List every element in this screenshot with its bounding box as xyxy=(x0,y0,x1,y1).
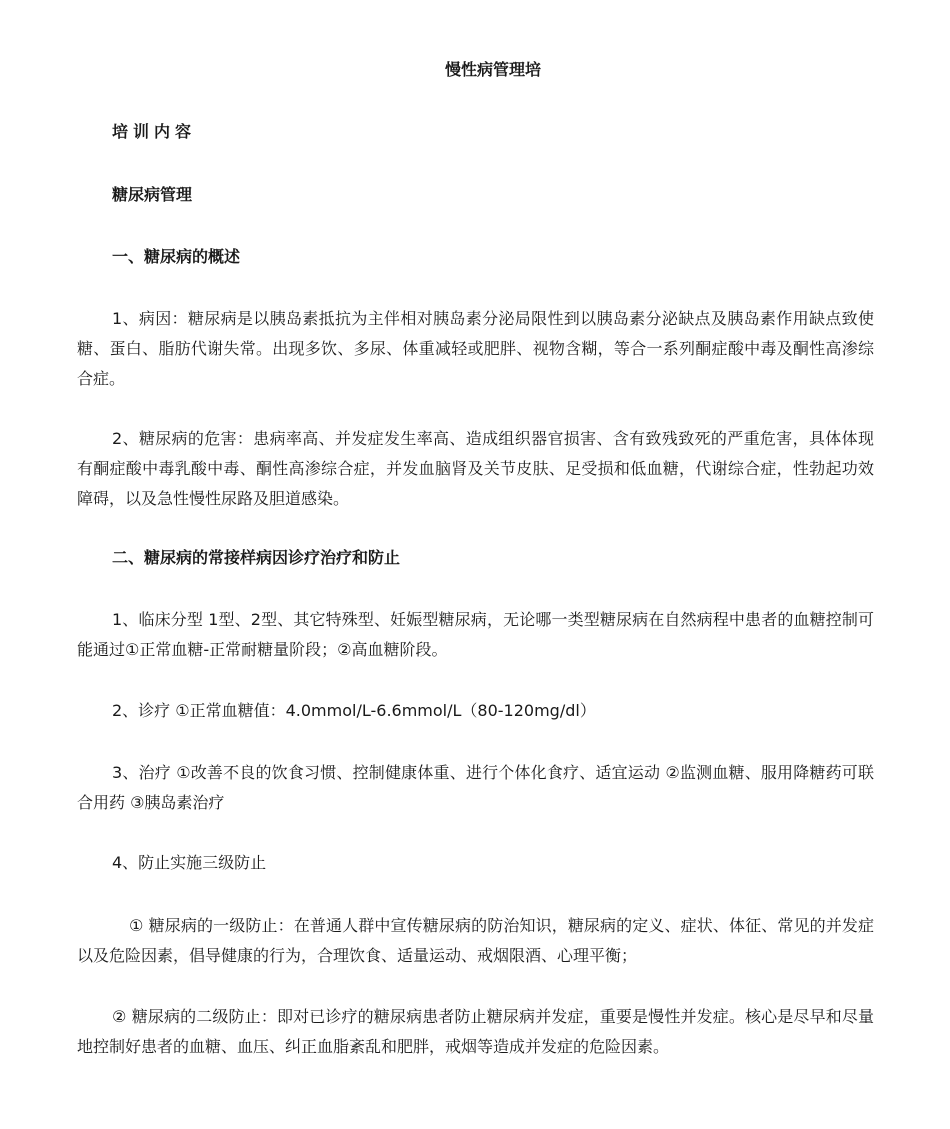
section2-heading: 二、糖尿病的常接样病因诊疗治疗和防止 xyxy=(112,548,401,567)
paragraph-secondary-prevention: ② 糖尿病的二级防止：即对已诊疗的糖尿病患者防止糖尿病并发症，重要是慢性并发症。核心是尽早和尽量地控制好患者的血糖、血压、纠正血脂紊乱和肥胖，戒烟等造成并发症的危险因素。 xyxy=(77,1007,874,1056)
paragraph-etiology: 1、病因：糖尿病是以胰岛素抵抗为主伴相对胰岛素分泌局限性到以胰岛素分泌缺点及胰岛素作用缺点致使糖、蛋白、脂肪代谢失常。出现多饮、多尿、体重减轻或肥胖、视物含糊，等合一系列酮症酸中毒及酮性高渗综合症。 xyxy=(77,309,874,388)
paragraph-prevention: 4、防止实施三级防止 xyxy=(112,853,267,872)
paragraph-primary-prevention: ① 糖尿病的一级防止：在普通人群中宣传糖尿病的防治知识，糖尿病的定义、症状、体征、常见的并发症以及危险因素，倡导健康的行为，合理饮食、适量运动、戒烟限酒、心理平衡； xyxy=(77,916,874,965)
document-title: 慢性病管理培 xyxy=(444,60,541,79)
paragraph-diagnosis: 2、诊疗 ①正常血糖值：4.0mmol/L-6.6mmol/L（80-120mg/dl） xyxy=(112,701,596,720)
paragraph-hazards: 2、糖尿病的危害：患病率高、并发症发生率高、造成组织器官损害、含有致残致死的严重危害，具体体现有酮症酸中毒乳酸中毒、酮性高渗综合症，并发血脑肾及关节皮肤、足受损和低血糖，代谢综合症，性勃起功效障碍，以及急性慢性尿路及胆道感染。 xyxy=(77,429,874,508)
paragraph-classification: 1、临床分型 1型、2型、其它特殊型、妊娠型糖尿病，无论哪一类型糖尿病在自然病程中患者的血糖控制可能通过①正常血糖-正常耐糖量阶段；②高血糖阶段。 xyxy=(77,610,874,659)
topic-heading: 糖尿病管理 xyxy=(112,185,193,204)
section1-heading: 一、糖尿病的概述 xyxy=(112,247,241,266)
section-label: 培训内容 xyxy=(112,122,197,141)
paragraph-treatment: 3、治疗 ①改善不良的饮食习惯、控制健康体重、进行个体化食疗、适宜运动 ②监测血糖、服用降糖药可联合用药 ③胰岛素治疗 xyxy=(77,763,874,812)
